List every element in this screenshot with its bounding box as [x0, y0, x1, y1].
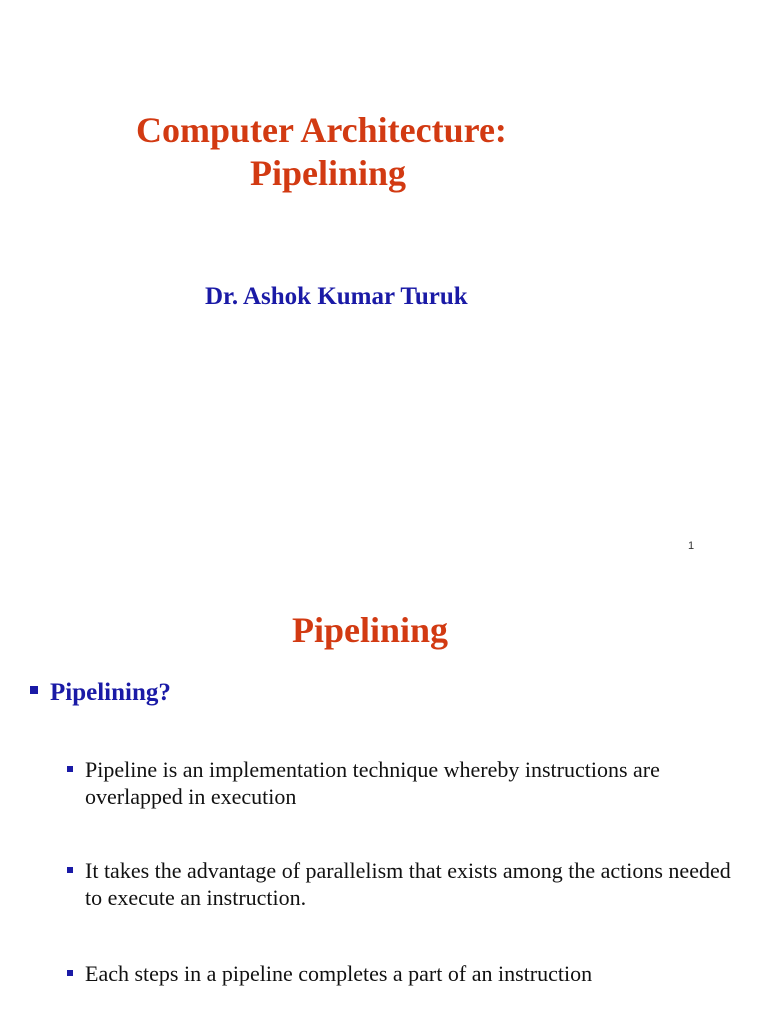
sub-bullet — [67, 756, 737, 810]
slide-title-line-1: Computer Architecture: — [136, 110, 507, 150]
sub-bullet-text: Pipeline is an implementation technique whereby instructions are overlapped in execution — [85, 757, 660, 809]
content-slide — [0, 580, 768, 1024]
square-bullet-icon — [67, 970, 73, 976]
sub-bullet-text: Each steps in a pipeline completes a part of an instruction — [85, 961, 593, 986]
main-bullet-text: Pipelining? — [50, 679, 171, 706]
sub-bullet — [67, 960, 737, 987]
square-bullet-icon — [30, 686, 38, 694]
slide-title-line-2: Pipelining — [250, 153, 407, 193]
slide-number: 1 — [688, 540, 695, 552]
main-bullet — [30, 678, 171, 708]
author-name: Dr. Ashok Kumar Turuk — [205, 283, 468, 310]
square-bullet-icon — [67, 766, 73, 772]
square-bullet-icon — [67, 867, 73, 873]
sub-bullet-text: It takes the advantage of parallelism that exists among the actions needed to execute an instruction. — [85, 858, 731, 910]
sub-bullet — [67, 857, 737, 911]
slide-heading: Pipelining — [292, 610, 449, 650]
